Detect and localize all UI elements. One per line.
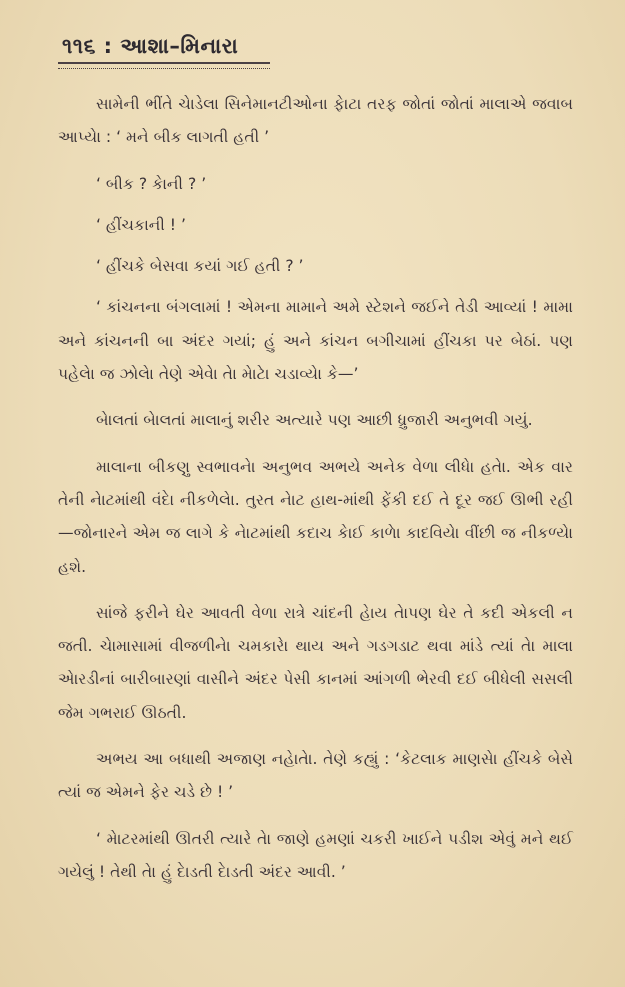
paragraph: ‘ કાંચનના બંગલામાં ! એમના મામાને અમે સ્ટેશને જઈને તેડી આવ્યાં ! મામા અને કાંચનની બા અંદર ગયાં; હું અને કાંચન બગીચામાં હીંચકા પર બેઠાં. પણ પહેલેા જ ઝોલેા તેણે એવેા તેા મેાટેા ચડાવ્યેા કે—’ (58, 298, 573, 384)
paragraph: અભય આ બધાથી અજાણ નહેાતેા. તેણે કહ્યું : ‘કેટલાક માણસેા હીંચકે બેસે ત્યાં જ એમને ફેર ચડે છે ! ’ (58, 750, 573, 802)
paragraph: સામેની ભીંતે ચેાડેલા સિનેમાનટીઓના ફેાટા તરફ જોતાં જોતાં માલાએ જવાબ આપ્યેા : ‘ મને બીક લાગતી હતી ’ (58, 95, 573, 147)
paragraph: બેાલતાં બેાલતાં માલાનું શરીર અત્યારે પણ આછી ધ્રુજારી અનુભવી ગયું. (96, 411, 533, 430)
page-header: ૧૧૬ : આશા–મિનારા (62, 34, 239, 58)
header-divider (58, 62, 270, 64)
paragraph: ‘ હીંચકાની ! ’ (96, 215, 186, 234)
paragraph: ‘ હીંચકે બેસવા કયાં ગઈ હતી ? ’ (96, 257, 304, 276)
body-text (58, 88, 573, 902)
paragraph: ‘ બીક ? કેાની ? ’ (96, 174, 207, 193)
paragraph: સાંજે ફરીને ઘેર આવતી વેળા રાત્રે ચાંદની હેાય તેાપણ ઘેર તે કદી એકલી ન જતી. ચેામાસામાં વીજળીનેા ચમકારેા થાય અને ગડગડાટ થવા માંડે ત્યાં તેા માલા એારડીનાં બારીબારણાં વાસીને અંદર પેસી કાનમાં આંગળી ભેરવી દઈ બીધેલી સસલી જેમ ગભરાઈ ઊઠતી. (58, 603, 573, 722)
paragraph: ‘ મેાટરમાંથી ઊતરી ત્યારે તેા જાણે હમણાં ચકરી ખાઈને પડીશ એવું મને થઈ ગયેલું ! તેથી તેા હું દેાડતી દેાડતી અંદર આવી. ’ (58, 829, 573, 881)
paragraph: માલાના બીકણુ સ્વભાવનેા અનુભવ અભયે અનેક વેળા લીધેા હતેા. એક વાર તેની નેાટમાંથી વંદેા નીકળેલેા. તુરત નેાટ હાથ-માંથી ફેંકી દઈ તે દૂર જઈ ઊભી રહી—જોનારને એમ જ લાગે કે નેાટમાંથી કદાચ કેાઈ કાળેા કાદવિયેા વીંછી જ નીકળ્યેા હશે. (58, 457, 573, 576)
